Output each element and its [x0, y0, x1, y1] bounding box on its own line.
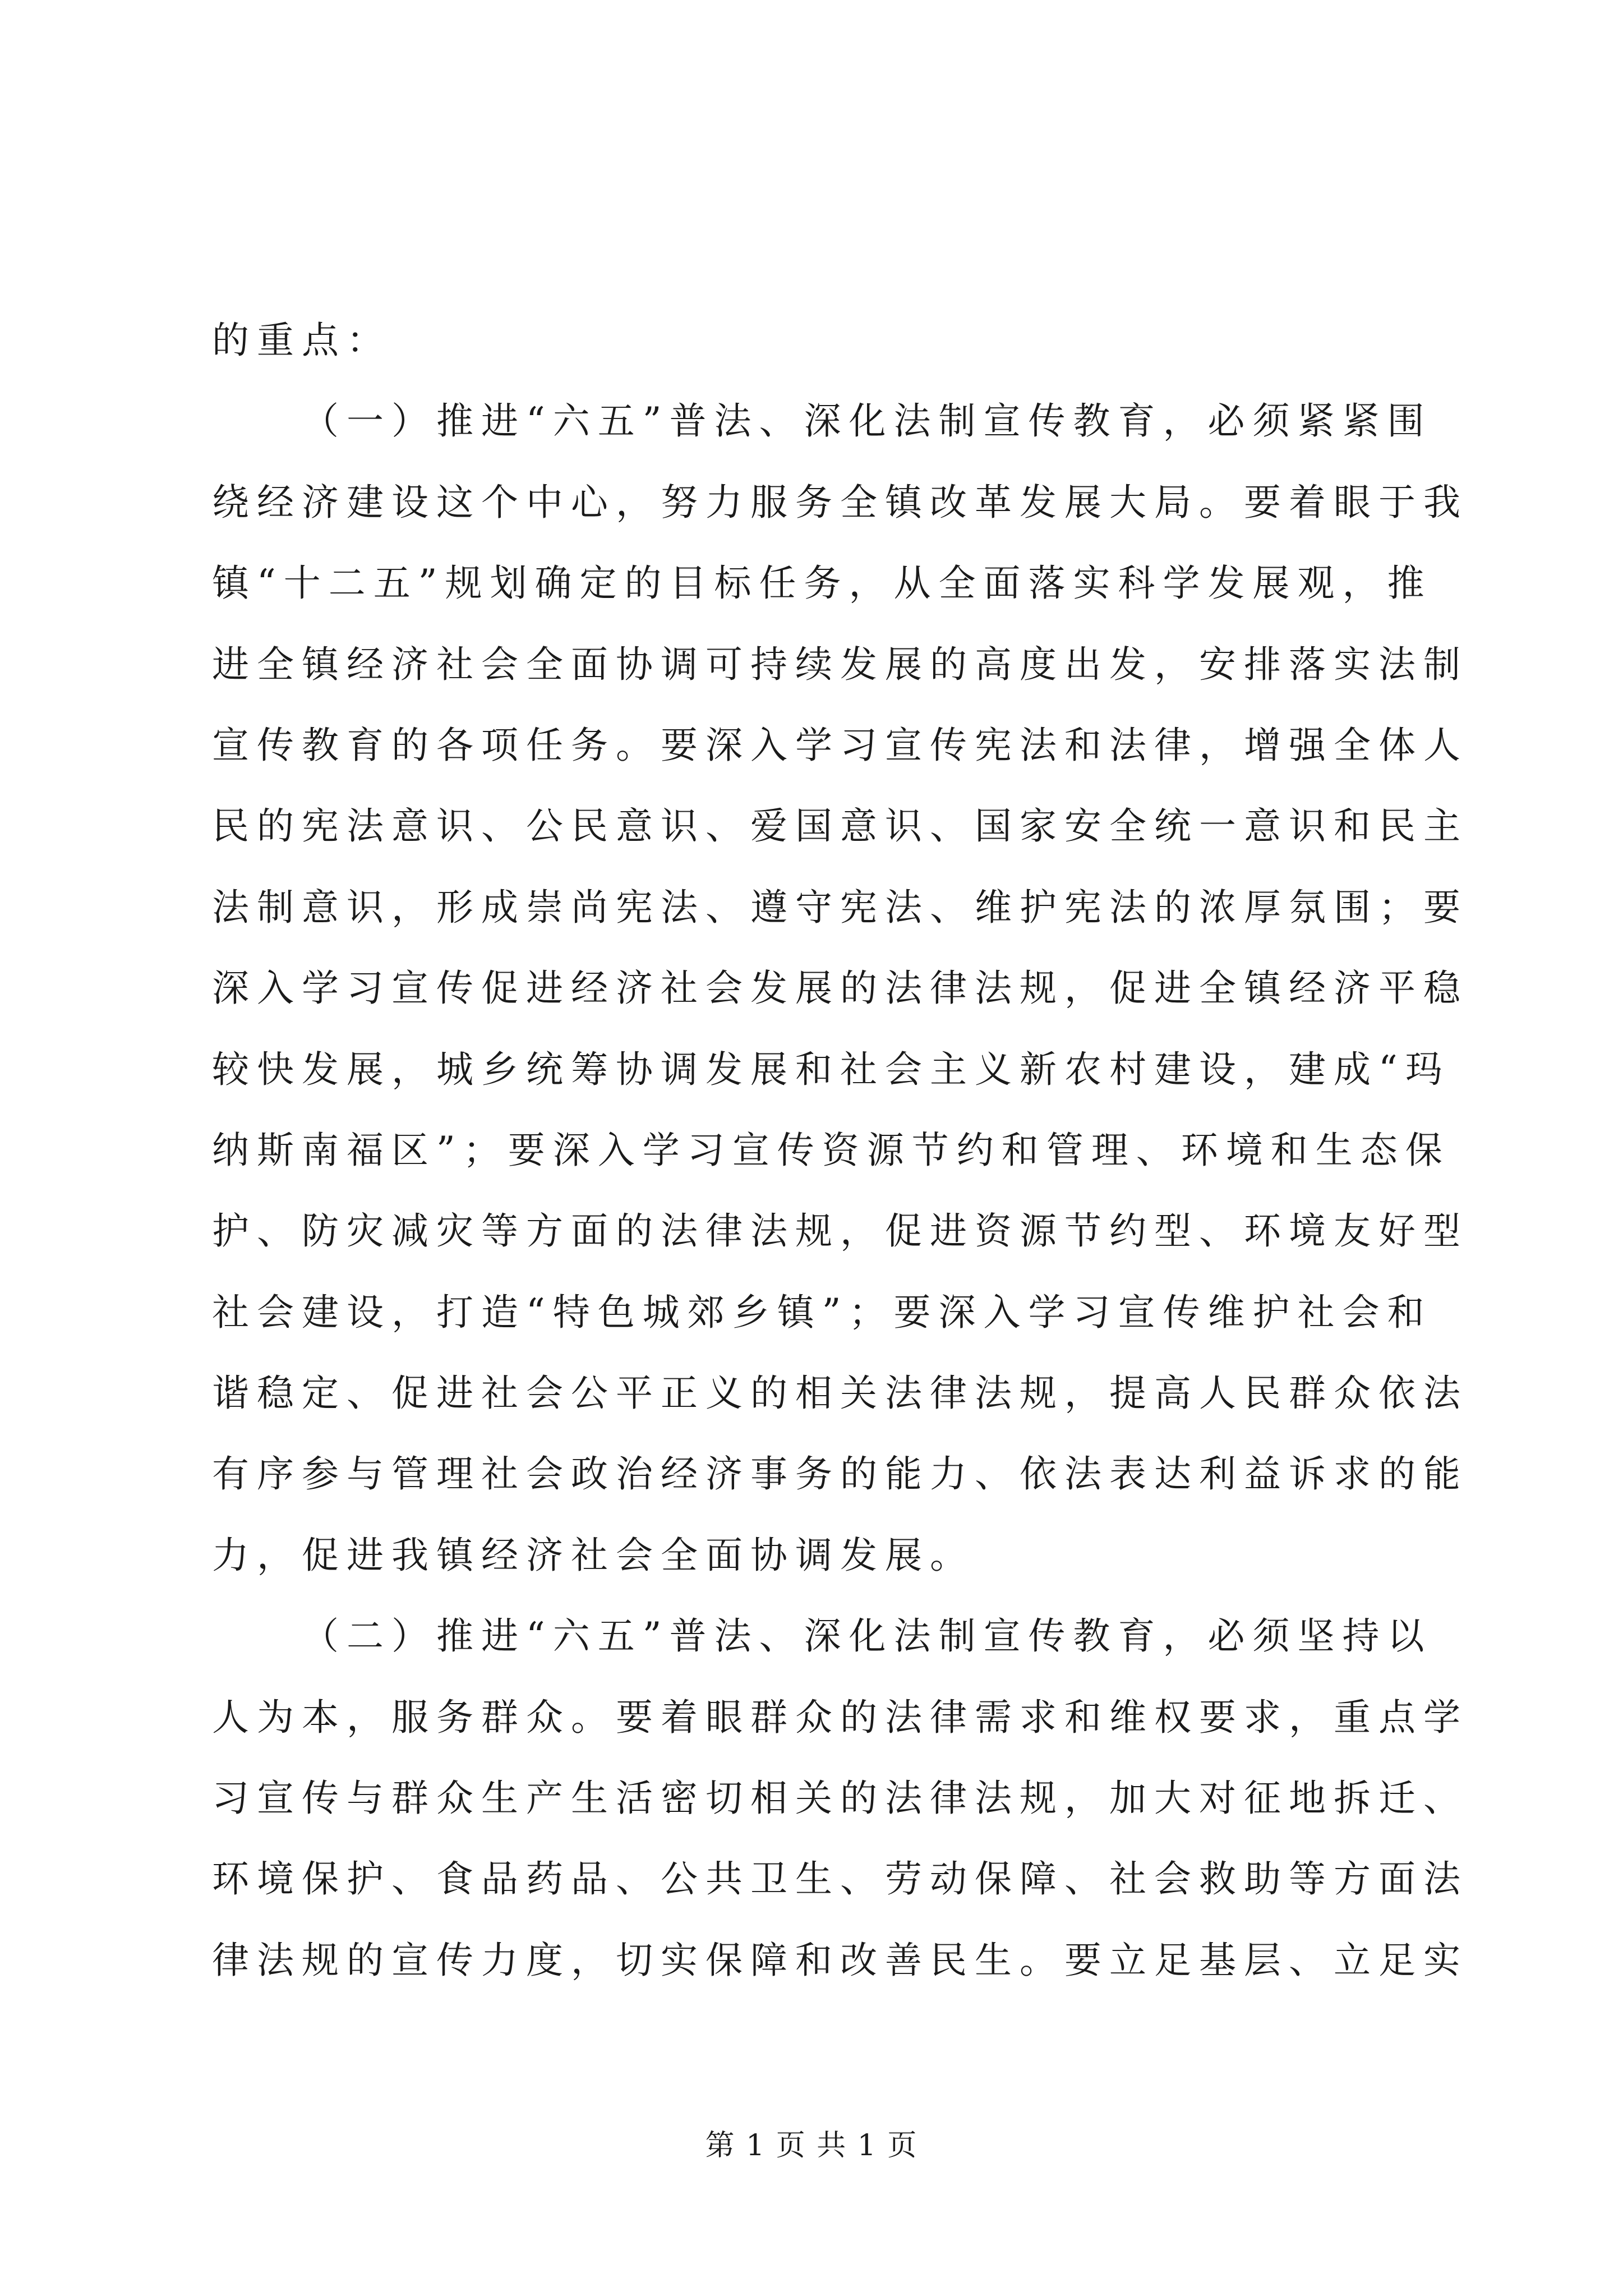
text-line: 习宣传与群众生产生活密切相关的法律法规，加大对征地拆迁、 — [212, 1777, 1468, 1820]
text-line: 律法规的宣传力度，切实保障和改善民生。要立足基层、立足实 — [212, 1938, 1468, 1982]
text-line: 法制意识，形成崇尚宪法、遵守宪法、维护宪法的浓厚氛围；要 — [212, 885, 1468, 929]
text-line: 力，促进我镇经济社会全面协调发展。 — [212, 1533, 975, 1577]
text-line: 较快发展，城乡统筹协调发展和社会主义新农村建设，建成“玛 — [212, 1047, 1450, 1091]
document-body — [212, 300, 1468, 2001]
text-line: 环境保护、食品药品、公共卫生、劳动保障、社会救助等方面法 — [212, 1857, 1468, 1901]
text-line: 社会建设，打造“特色城郊乡镇”；要深入学习宣传维护社会和 — [212, 1290, 1432, 1334]
text-line: （二）推进“六五”普法、深化法制宣传教育，必须坚持以 — [302, 1614, 1432, 1658]
text-line: 绕经济建设这个中心，努力服务全镇改革发展大局。要着眼于我 — [212, 480, 1468, 524]
text-line: 谐稳定、促进社会公平正义的相关法律法规，提高人民群众依法 — [212, 1372, 1468, 1415]
text-line: 镇“十二五”规划确定的目标任务，从全面落实科学发展观，推 — [212, 562, 1432, 605]
text-line: （一）推进“六五”普法、深化法制宣传教育，必须紧紧围 — [302, 399, 1432, 443]
text-line: 深入学习宣传促进经济社会发展的法律法规，促进全镇经济平稳 — [212, 967, 1468, 1010]
text-line: 进全镇经济社会全面协调可持续发展的高度出发，安排落实法制 — [212, 642, 1468, 686]
text-line: 护、防灾减灾等方面的法律法规，促进资源节约型、环境友好型 — [212, 1209, 1468, 1253]
text-line: 宣传教育的各项任务。要深入学习宣传宪法和法律，增强全体人 — [212, 723, 1468, 767]
text-line: 人为本，服务群众。要着眼群众的法律需求和维权要求，重点学 — [212, 1695, 1468, 1739]
text-line: 民的宪法意识、公民意识、爱国意识、国家安全统一意识和民主 — [212, 804, 1468, 848]
text-line: 有序参与管理社会政治经济事务的能力、依法表达利益诉求的能 — [212, 1452, 1468, 1496]
page-footer: 第 1 页 共 1 页 — [705, 2129, 918, 2162]
text-line: 纳斯南福区”；要深入学习宣传资源节约和管理、环境和生态保 — [212, 1128, 1450, 1172]
text-line: 的重点： — [212, 319, 391, 362]
